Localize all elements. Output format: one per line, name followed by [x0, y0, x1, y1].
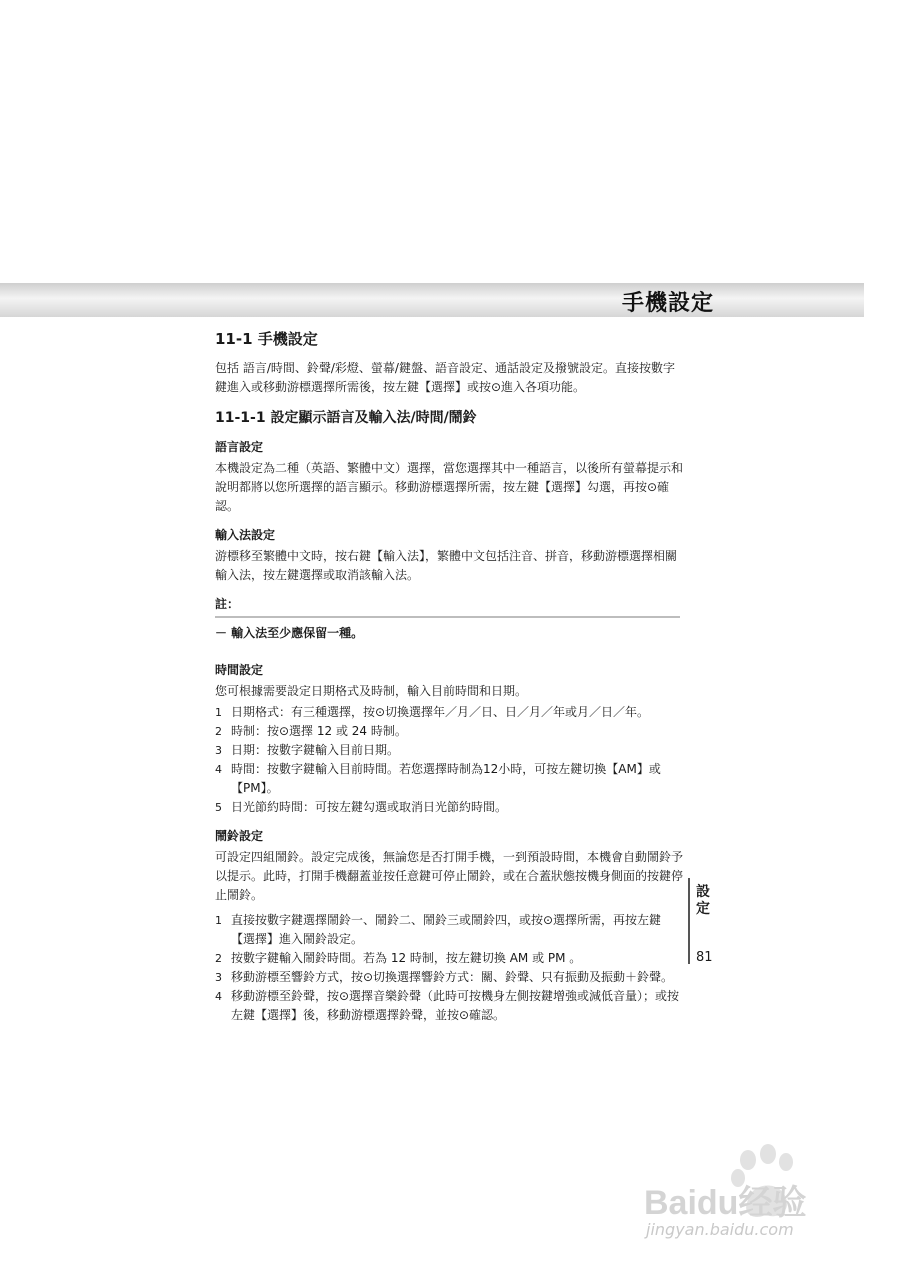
step-text: 日期：按數字鍵輸入目前日期。: [231, 743, 400, 757]
time-steps-list: [215, 703, 685, 817]
step-number: 2: [215, 952, 222, 965]
list-item: [215, 703, 685, 722]
page-number: 81: [696, 950, 713, 965]
list-item: [215, 987, 685, 1025]
list-item: [215, 949, 685, 968]
step-number: 4: [215, 990, 222, 1003]
step-number: 3: [215, 971, 222, 984]
list-item: [215, 760, 685, 798]
section-intro: 包括 語言/時間、鈴聲/彩燈、螢幕/鍵盤、語音設定、通話設定及撥號設定。直接按數字鍵進入或移動游標選擇所需後，按左鍵【選擇】或按⊙進入各項功能。: [215, 361, 675, 394]
step-text: 移動游標至鈴聲，按⊙選擇音樂鈴聲（此時可按機身左側按鍵增強或減低音量）；或按左鍵【選擇】後，移動游標選擇鈴聲，並按⊙確認。: [231, 989, 680, 1022]
step-number: 3: [215, 744, 222, 757]
watermark-brand: Baidu经验: [644, 1184, 807, 1222]
input-method-body: 游標移至繁體中文時，按右鍵【輸入法】，繁體中文包括注音、拼音，移動游標選擇相關輸入法，按左鍵選擇或取消該輸入法。: [215, 549, 678, 582]
step-text: 按數字鍵輸入鬧鈴時間。若為 12 時制，按左鍵切換 AM 或 PM 。: [231, 951, 582, 965]
language-title: 語言設定: [215, 440, 264, 454]
list-item: [215, 798, 685, 817]
alarm-intro: 可設定四組鬧鈴。設定完成後，無論您是否打開手機，一到預設時間，本機會自動鬧鈴予以提示。此時，打開手機翻蓋並按任意鍵可停止鬧鈴，或在合蓋狀態按機身側面的按鍵停止鬧鈴。: [215, 850, 684, 902]
step-text: 移動游標至響鈴方式，按⊙切換選擇響鈴方式：關、鈴聲、只有振動及振動＋鈴聲。: [231, 970, 674, 984]
alarm-steps-list: [215, 911, 685, 1025]
section-heading: 11-1 手機設定: [215, 330, 318, 348]
note-divider: [215, 616, 680, 618]
step-number: 1: [215, 706, 222, 719]
list-item: [215, 722, 685, 741]
list-item: [215, 911, 685, 949]
list-item: [215, 968, 685, 987]
step-text: 日光節約時間：可按左鍵勾選或取消日光節約時間。: [231, 800, 508, 814]
alarm-title: 鬧鈴設定: [215, 829, 264, 843]
step-number: 4: [215, 763, 222, 776]
step-text: 時制：按⊙選擇 12 或 24 時制。: [231, 724, 407, 738]
list-item: [215, 741, 685, 760]
step-text: 直接按數字鍵選擇鬧鈴一、鬧鈴二、鬧鈴三或鬧鈴四，或按⊙選擇所需，再按左鍵【選擇】進入鬧鈴設定。: [231, 913, 662, 946]
page-content: [215, 330, 685, 1025]
input-method-title: 輸入法設定: [215, 528, 276, 542]
step-number: 5: [215, 801, 222, 814]
note-text: － 輸入法至少應保留一種。: [215, 626, 364, 640]
chapter-title: 手機設定: [621, 291, 714, 316]
note-label: 註：: [215, 597, 240, 611]
step-text: 日期格式：有三種選擇，按⊙切換選擇年／月／日、日／月／年或月／日／年。: [231, 705, 650, 719]
watermark-url: jingyan.baidu.com: [646, 1220, 794, 1239]
chapter-header-band: [0, 283, 864, 317]
side-tab-rule: [688, 878, 690, 964]
time-intro: 您可根據需要設定日期格式及時制，輸入目前時間和日期。: [215, 684, 528, 698]
step-number: 2: [215, 725, 222, 738]
step-text: 時間：按數字鍵輸入目前時間。若您選擇時制為12小時，可按左鍵切換【AM】或【PM】。: [231, 762, 661, 795]
language-body: 本機設定為二種（英語、繁體中文）選擇，當您選擇其中一種語言，以後所有螢幕提示和說明都將以您所選擇的語言顯示。移動游標選擇所需，按左鍵【選擇】勾選，再按⊙確認。: [215, 461, 684, 513]
side-tab-label: 設定: [696, 884, 710, 917]
subsection-heading: 11-1-1 設定顯示語言及輸入法/時間/鬧鈴: [215, 410, 477, 426]
time-title: 時間設定: [215, 663, 264, 677]
step-number: 1: [215, 914, 222, 927]
